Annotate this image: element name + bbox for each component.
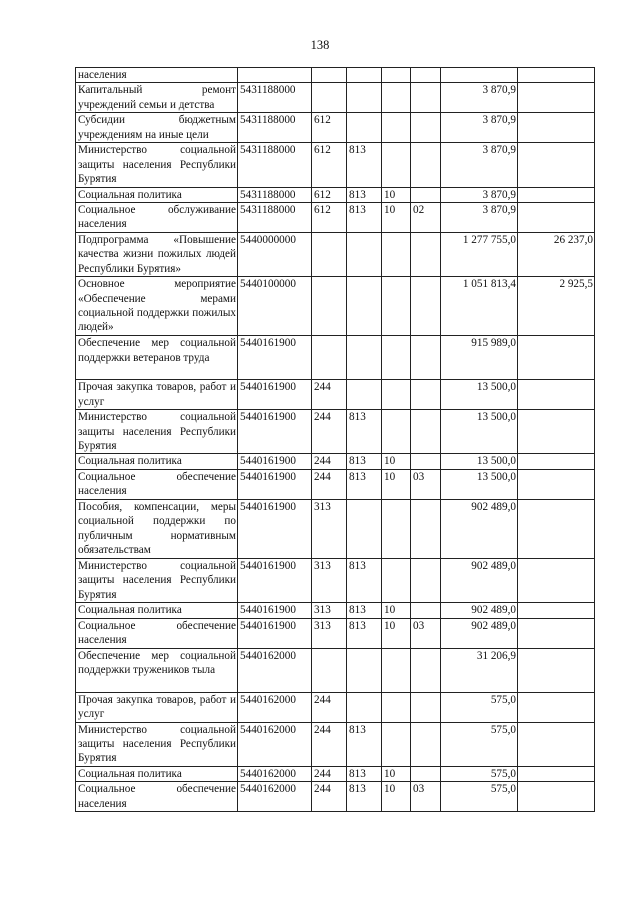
amount-cell-2 bbox=[518, 618, 595, 648]
target-article-code-cell bbox=[238, 68, 312, 83]
subsection-cell: 02 bbox=[411, 203, 441, 233]
subsection-cell bbox=[411, 143, 441, 187]
amount-cell: 3 870,9 bbox=[441, 187, 518, 202]
row-name-cell: Министерство социальной защиты населения Республики Бурятия bbox=[76, 558, 238, 602]
row-name-cell: Министерство социальной защиты населения Республики Бурятия bbox=[76, 410, 238, 454]
expense-type-cell: 612 bbox=[312, 143, 347, 187]
amount-cell: 902 489,0 bbox=[441, 558, 518, 602]
section-cell: 10 bbox=[382, 603, 411, 618]
table-row bbox=[76, 233, 595, 277]
amount-cell: 13 500,0 bbox=[441, 454, 518, 469]
expense-type-cell: 612 bbox=[312, 203, 347, 233]
subsection-cell bbox=[411, 499, 441, 558]
section-cell bbox=[382, 499, 411, 558]
row-name-cell: Социальное обеспечение населения bbox=[76, 782, 238, 812]
subsection-cell bbox=[411, 454, 441, 469]
target-article-code-cell: 5440100000 bbox=[238, 277, 312, 336]
expense-type-cell: 244 bbox=[312, 410, 347, 454]
table-row bbox=[76, 766, 595, 781]
expense-type-cell: 313 bbox=[312, 558, 347, 602]
amount-cell-2 bbox=[518, 83, 595, 113]
ministry-code-cell: 813 bbox=[347, 766, 382, 781]
expense-type-cell: 313 bbox=[312, 499, 347, 558]
subsection-cell bbox=[411, 766, 441, 781]
expense-type-cell bbox=[312, 336, 347, 380]
amount-cell-2 bbox=[518, 187, 595, 202]
row-name-cell: населения bbox=[76, 68, 238, 83]
subsection-cell: 03 bbox=[411, 782, 441, 812]
amount-cell bbox=[441, 68, 518, 83]
amount-cell-2 bbox=[518, 648, 595, 692]
table-row bbox=[76, 187, 595, 202]
amount-cell-2 bbox=[518, 113, 595, 143]
amount-cell: 915 989,0 bbox=[441, 336, 518, 380]
amount-cell: 575,0 bbox=[441, 766, 518, 781]
target-article-code-cell: 5431188000 bbox=[238, 143, 312, 187]
expense-type-cell bbox=[312, 648, 347, 692]
amount-cell: 902 489,0 bbox=[441, 603, 518, 618]
subsection-cell bbox=[411, 83, 441, 113]
amount-cell: 3 870,9 bbox=[441, 203, 518, 233]
section-cell bbox=[382, 233, 411, 277]
target-article-code-cell: 5440162000 bbox=[238, 782, 312, 812]
target-article-code-cell: 5440161900 bbox=[238, 499, 312, 558]
ministry-code-cell: 813 bbox=[347, 143, 382, 187]
ministry-code-cell: 813 bbox=[347, 603, 382, 618]
budget-table-body bbox=[76, 68, 595, 812]
amount-cell: 3 870,9 bbox=[441, 113, 518, 143]
subsection-cell bbox=[411, 692, 441, 722]
target-article-code-cell: 5440161900 bbox=[238, 558, 312, 602]
subsection-cell bbox=[411, 336, 441, 380]
ministry-code-cell: 813 bbox=[347, 410, 382, 454]
subsection-cell bbox=[411, 722, 441, 766]
target-article-code-cell: 5440000000 bbox=[238, 233, 312, 277]
amount-cell: 31 206,9 bbox=[441, 648, 518, 692]
amount-cell-2: 26 237,0 bbox=[518, 233, 595, 277]
expense-type-cell: 612 bbox=[312, 113, 347, 143]
amount-cell-2 bbox=[518, 499, 595, 558]
row-name-cell: Социальная политика bbox=[76, 766, 238, 781]
subsection-cell bbox=[411, 648, 441, 692]
row-name-cell: Субсидии бюджетным учреждениям на иные цели bbox=[76, 113, 238, 143]
amount-cell: 902 489,0 bbox=[441, 618, 518, 648]
target-article-code-cell: 5440161900 bbox=[238, 469, 312, 499]
ministry-code-cell: 813 bbox=[347, 469, 382, 499]
section-cell: 10 bbox=[382, 469, 411, 499]
row-name-cell: Обеспечение мер социальной поддержки тружеников тыла bbox=[76, 648, 238, 692]
amount-cell-2 bbox=[518, 722, 595, 766]
row-name-cell: Подпрограмма «Повышение качества жизни пожилых людей Республики Бурятия» bbox=[76, 233, 238, 277]
table-row bbox=[76, 722, 595, 766]
amount-cell: 1 277 755,0 bbox=[441, 233, 518, 277]
section-cell bbox=[382, 277, 411, 336]
ministry-code-cell: 813 bbox=[347, 722, 382, 766]
amount-cell-2 bbox=[518, 380, 595, 410]
section-cell bbox=[382, 692, 411, 722]
subsection-cell bbox=[411, 277, 441, 336]
row-name-cell: Социальное обеспечение населения bbox=[76, 618, 238, 648]
table-row bbox=[76, 113, 595, 143]
table-row bbox=[76, 782, 595, 812]
table-row bbox=[76, 499, 595, 558]
expense-type-cell: 244 bbox=[312, 766, 347, 781]
section-cell: 10 bbox=[382, 187, 411, 202]
expense-type-cell: 313 bbox=[312, 618, 347, 648]
section-cell bbox=[382, 83, 411, 113]
amount-cell-2: 2 925,5 bbox=[518, 277, 595, 336]
ministry-code-cell bbox=[347, 692, 382, 722]
subsection-cell bbox=[411, 558, 441, 602]
amount-cell-2 bbox=[518, 203, 595, 233]
target-article-code-cell: 5440161900 bbox=[238, 454, 312, 469]
subsection-cell bbox=[411, 410, 441, 454]
expense-type-cell bbox=[312, 233, 347, 277]
section-cell bbox=[382, 648, 411, 692]
target-article-code-cell: 5440162000 bbox=[238, 648, 312, 692]
amount-cell: 3 870,9 bbox=[441, 83, 518, 113]
expense-type-cell bbox=[312, 277, 347, 336]
target-article-code-cell: 5440162000 bbox=[238, 766, 312, 781]
amount-cell: 13 500,0 bbox=[441, 380, 518, 410]
subsection-cell bbox=[411, 113, 441, 143]
target-article-code-cell: 5440161900 bbox=[238, 618, 312, 648]
page-number: 138 bbox=[310, 38, 330, 52]
table-row bbox=[76, 648, 595, 692]
row-name-cell: Обеспечение мер социальной поддержки ветеранов труда bbox=[76, 336, 238, 380]
amount-cell: 3 870,9 bbox=[441, 143, 518, 187]
expense-type-cell: 244 bbox=[312, 454, 347, 469]
row-name-cell: Прочая закупка товаров, работ и услуг bbox=[76, 692, 238, 722]
table-row bbox=[76, 68, 595, 83]
expense-type-cell: 313 bbox=[312, 603, 347, 618]
amount-cell-2 bbox=[518, 692, 595, 722]
amount-cell: 575,0 bbox=[441, 782, 518, 812]
row-name-cell: Пособия, компенсации, меры социальной поддержки по публичным нормативным обязательствам bbox=[76, 499, 238, 558]
subsection-cell bbox=[411, 187, 441, 202]
amount-cell: 575,0 bbox=[441, 722, 518, 766]
section-cell bbox=[382, 336, 411, 380]
amount-cell: 1 051 813,4 bbox=[441, 277, 518, 336]
expense-type-cell bbox=[312, 83, 347, 113]
section-cell bbox=[382, 380, 411, 410]
amount-cell: 575,0 bbox=[441, 692, 518, 722]
section-cell bbox=[382, 410, 411, 454]
table-row bbox=[76, 558, 595, 602]
subsection-cell bbox=[411, 380, 441, 410]
ministry-code-cell: 813 bbox=[347, 782, 382, 812]
amount-cell: 13 500,0 bbox=[441, 469, 518, 499]
target-article-code-cell: 5431188000 bbox=[238, 83, 312, 113]
target-article-code-cell: 5431188000 bbox=[238, 113, 312, 143]
ministry-code-cell: 813 bbox=[347, 558, 382, 602]
subsection-cell bbox=[411, 603, 441, 618]
row-name-cell: Основное мероприятие «Обеспечение мерами социальной поддержки пожилых людей» bbox=[76, 277, 238, 336]
subsection-cell bbox=[411, 233, 441, 277]
amount-cell-2 bbox=[518, 766, 595, 781]
row-name-cell: Социальное обслуживание населения bbox=[76, 203, 238, 233]
ministry-code-cell bbox=[347, 499, 382, 558]
target-article-code-cell: 5431188000 bbox=[238, 187, 312, 202]
target-article-code-cell: 5440161900 bbox=[238, 410, 312, 454]
table-row bbox=[76, 380, 595, 410]
row-name-cell: Капитальный ремонт учреждений семьи и детства bbox=[76, 83, 238, 113]
ministry-code-cell bbox=[347, 380, 382, 410]
subsection-cell bbox=[411, 68, 441, 83]
expense-type-cell bbox=[312, 68, 347, 83]
amount-cell-2 bbox=[518, 558, 595, 602]
expense-type-cell: 244 bbox=[312, 722, 347, 766]
ministry-code-cell: 813 bbox=[347, 454, 382, 469]
section-cell: 10 bbox=[382, 618, 411, 648]
table-row bbox=[76, 454, 595, 469]
ministry-code-cell bbox=[347, 277, 382, 336]
amount-cell-2 bbox=[518, 454, 595, 469]
amount-cell-2 bbox=[518, 782, 595, 812]
target-article-code-cell: 5440161900 bbox=[238, 380, 312, 410]
ministry-code-cell: 813 bbox=[347, 203, 382, 233]
target-article-code-cell: 5440162000 bbox=[238, 722, 312, 766]
ministry-code-cell bbox=[347, 648, 382, 692]
amount-cell: 13 500,0 bbox=[441, 410, 518, 454]
section-cell bbox=[382, 143, 411, 187]
row-name-cell: Социальное обеспечение населения bbox=[76, 469, 238, 499]
section-cell bbox=[382, 68, 411, 83]
section-cell bbox=[382, 722, 411, 766]
section-cell bbox=[382, 558, 411, 602]
section-cell: 10 bbox=[382, 203, 411, 233]
target-article-code-cell: 5440162000 bbox=[238, 692, 312, 722]
ministry-code-cell bbox=[347, 336, 382, 380]
table-row bbox=[76, 83, 595, 113]
expense-type-cell: 612 bbox=[312, 187, 347, 202]
table-row bbox=[76, 203, 595, 233]
ministry-code-cell bbox=[347, 68, 382, 83]
table-row bbox=[76, 469, 595, 499]
ministry-code-cell: 813 bbox=[347, 618, 382, 648]
amount-cell-2 bbox=[518, 143, 595, 187]
target-article-code-cell: 5440161900 bbox=[238, 603, 312, 618]
table-row bbox=[76, 336, 595, 380]
row-name-cell: Прочая закупка товаров, работ и услуг bbox=[76, 380, 238, 410]
table-row bbox=[76, 692, 595, 722]
section-cell: 10 bbox=[382, 766, 411, 781]
ministry-code-cell bbox=[347, 113, 382, 143]
row-name-cell: Социальная политика bbox=[76, 454, 238, 469]
table-row bbox=[76, 618, 595, 648]
amount-cell-2 bbox=[518, 603, 595, 618]
section-cell: 10 bbox=[382, 782, 411, 812]
ministry-code-cell: 813 bbox=[347, 187, 382, 202]
amount-cell: 902 489,0 bbox=[441, 499, 518, 558]
target-article-code-cell: 5440161900 bbox=[238, 336, 312, 380]
row-name-cell: Министерство социальной защиты населения Республики Бурятия bbox=[76, 722, 238, 766]
table-row bbox=[76, 410, 595, 454]
amount-cell-2 bbox=[518, 336, 595, 380]
amount-cell-2 bbox=[518, 410, 595, 454]
ministry-code-cell bbox=[347, 233, 382, 277]
section-cell bbox=[382, 113, 411, 143]
amount-cell-2 bbox=[518, 469, 595, 499]
expense-type-cell: 244 bbox=[312, 469, 347, 499]
amount-cell-2 bbox=[518, 68, 595, 83]
subsection-cell: 03 bbox=[411, 618, 441, 648]
expense-type-cell: 244 bbox=[312, 692, 347, 722]
row-name-cell: Социальная политика bbox=[76, 187, 238, 202]
ministry-code-cell bbox=[347, 83, 382, 113]
table-row bbox=[76, 277, 595, 336]
target-article-code-cell: 5431188000 bbox=[238, 203, 312, 233]
table-row bbox=[76, 603, 595, 618]
budget-table bbox=[75, 67, 595, 812]
subsection-cell: 03 bbox=[411, 469, 441, 499]
row-name-cell: Министерство социальной защиты населения Республики Бурятия bbox=[76, 143, 238, 187]
section-cell: 10 bbox=[382, 454, 411, 469]
row-name-cell: Социальная политика bbox=[76, 603, 238, 618]
expense-type-cell: 244 bbox=[312, 380, 347, 410]
expense-type-cell: 244 bbox=[312, 782, 347, 812]
table-row bbox=[76, 143, 595, 187]
